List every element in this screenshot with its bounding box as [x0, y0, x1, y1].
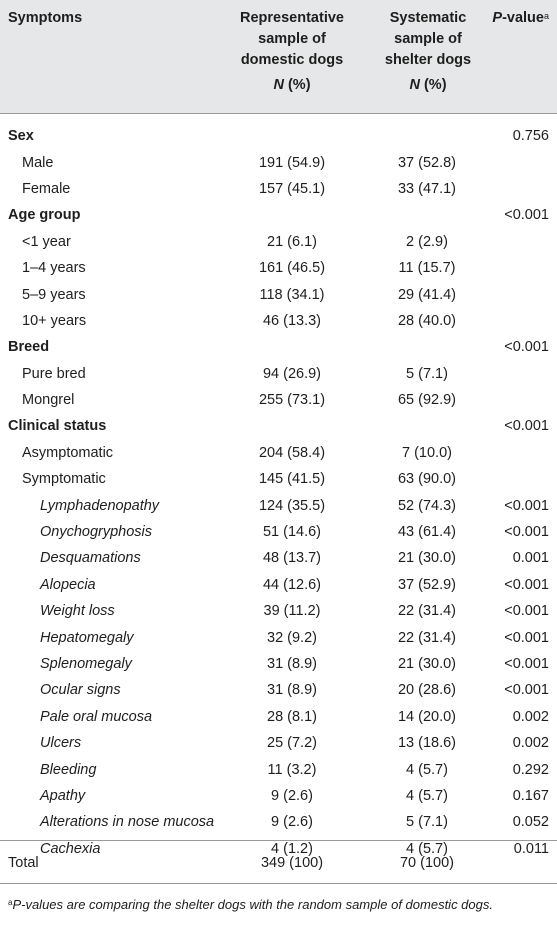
row-shelter: [362, 123, 492, 149]
row-shelter: 4 (5.7): [406, 840, 448, 857]
row-domestic: 48 (13.7): [262, 550, 322, 567]
row-p-value: [492, 149, 557, 175]
row-domestic: 25 (7.2): [267, 735, 317, 752]
row-label: Alterations in nose mucosa: [40, 814, 215, 831]
row-p-value: 0.756: [512, 128, 549, 145]
row-domestic: 4 (1.2): [271, 840, 313, 857]
table-header: [0, 0, 557, 113]
row-label: <1 year: [22, 233, 71, 250]
table-row: [0, 361, 557, 387]
row-p-value: [492, 466, 557, 492]
row-shelter: 21 (30.0): [397, 550, 457, 567]
row-p-value: 0.052: [512, 814, 549, 831]
footnote-text: -values are comparing the shelter dogs with the random sample of domestic dogs.: [21, 897, 493, 912]
row-domestic: 255 (73.1): [258, 392, 326, 409]
row-domestic: 118 (34.1): [259, 286, 325, 303]
row-p-value: [492, 255, 557, 281]
row-p-value: <0.001: [504, 339, 549, 356]
row-shelter: 63 (90.0): [397, 471, 457, 488]
table-row: [0, 677, 557, 703]
row-p-value: <0.001: [504, 497, 549, 514]
header-domestic-unit-rest: (%): [283, 77, 311, 93]
row-p-value: [492, 361, 557, 387]
row-domestic: 191 (54.9): [258, 154, 326, 171]
row-label: Ulcers: [40, 735, 82, 752]
row-p-value: <0.001: [504, 656, 549, 672]
row-p-value: [492, 308, 557, 334]
row-shelter: 65 (92.9): [397, 392, 457, 409]
row-shelter: [362, 413, 492, 439]
header-domestic: [222, 8, 362, 96]
row-p-value: [492, 229, 557, 255]
row-label: Symptomatic: [22, 471, 106, 488]
row-domestic: 9 (2.6): [271, 787, 313, 804]
table-row: [0, 704, 557, 730]
row-domestic: 204 (58.4): [258, 444, 326, 461]
row-domestic: 32 (9.2): [267, 629, 317, 646]
header-domestic-line1: Representative: [240, 10, 344, 26]
header-shelter-unit: [368, 75, 488, 96]
total-rule-top: [0, 840, 557, 841]
row-domestic: [222, 202, 362, 228]
row-shelter: 14 (20.0): [397, 708, 457, 725]
table-row: [0, 334, 557, 360]
row-p-value: 0.002: [512, 708, 549, 725]
row-domestic: 39 (11.2): [263, 603, 321, 620]
row-shelter: 13 (18.6): [397, 735, 457, 752]
table-row: [0, 440, 557, 466]
header-domestic-unit-n: N: [273, 77, 284, 93]
row-label: Desquamations: [40, 550, 141, 567]
row-p-value: 0.011: [513, 840, 549, 857]
total-label: Total: [8, 855, 39, 871]
row-domestic: [222, 123, 362, 149]
footnote: [8, 896, 553, 914]
row-label: Age group: [8, 207, 81, 224]
row-shelter: 28 (40.0): [397, 312, 457, 329]
row-label: Weight loss: [40, 603, 115, 620]
row-shelter: 37 (52.8): [397, 154, 457, 171]
data-table: [0, 123, 557, 862]
table-row: [0, 149, 557, 175]
header-domestic-line3: domestic dogs: [240, 52, 344, 68]
row-p-value: <0.001: [504, 576, 549, 593]
row-label: Bleeding: [40, 761, 97, 778]
header-shelter-line2: sample of: [394, 31, 462, 47]
row-label: Sex: [8, 128, 34, 145]
header-symptoms: Symptoms: [8, 10, 83, 26]
row-domestic: [222, 334, 362, 360]
row-label: Lymphadenopathy: [40, 497, 160, 514]
table-row: [0, 809, 557, 835]
table-row: [0, 519, 557, 545]
header-p-italic: P: [492, 10, 503, 26]
table-row: [0, 202, 557, 228]
row-shelter: [362, 334, 492, 360]
header-shelter-line1: Systematic: [389, 10, 467, 26]
row-domestic: 51 (14.6): [262, 524, 322, 541]
table-row: [0, 123, 557, 149]
table-row: [0, 229, 557, 255]
row-domestic: 31 (8.9): [267, 682, 317, 699]
row-domestic: 28 (8.1): [267, 708, 317, 725]
row-p-value: <0.001: [504, 629, 549, 646]
row-shelter: 5 (7.1): [406, 365, 448, 382]
row-label: Male: [22, 154, 54, 171]
row-shelter: 20 (28.6): [397, 682, 457, 699]
total-row: [0, 851, 557, 877]
table-row: [0, 387, 557, 413]
row-p-value: 0.001: [512, 550, 549, 567]
table-row: [0, 545, 557, 571]
table-row: [0, 492, 557, 518]
row-p-value: [492, 176, 557, 202]
row-label: Ocular signs: [40, 682, 121, 699]
row-domestic: 9 (2.6): [271, 814, 313, 831]
row-p-value: [492, 440, 557, 466]
row-label: Pale oral mucosa: [40, 708, 153, 725]
row-p-value: [492, 387, 557, 413]
header-p-value: [490, 8, 557, 29]
table-row: [0, 756, 557, 782]
table-row: [0, 572, 557, 598]
row-label: Asymptomatic: [22, 444, 114, 461]
row-shelter: 52 (74.3): [397, 497, 457, 514]
row-shelter: [362, 202, 492, 228]
row-label: 1–4 years: [22, 260, 86, 277]
row-shelter: 2 (2.9): [406, 233, 448, 250]
row-domestic: 94 (26.9): [262, 365, 322, 382]
row-p-value: <0.001: [504, 682, 549, 699]
row-domestic: 21 (6.1): [267, 233, 317, 250]
row-domestic: 161 (46.5): [258, 260, 326, 277]
table-row: [0, 624, 557, 650]
row-shelter: 22 (31.4): [397, 629, 457, 646]
row-domestic: 145 (41.5): [258, 471, 326, 488]
table-row: [0, 466, 557, 492]
row-shelter: 33 (47.1): [397, 180, 457, 197]
row-shelter: 7 (10.0): [402, 444, 452, 461]
header-shelter-line3: shelter dogs: [384, 52, 472, 68]
row-domestic: 157 (45.1): [258, 180, 326, 197]
row-label: Female: [22, 180, 71, 197]
row-p-value: <0.001: [504, 418, 549, 435]
header-shelter-unit-rest: (%): [419, 77, 447, 93]
row-label: Pure bred: [22, 365, 86, 382]
header-p-rest: -value: [502, 10, 544, 26]
header-rule: [0, 113, 557, 114]
row-domestic: [222, 413, 362, 439]
footnote-p: P: [12, 897, 22, 912]
row-domestic: 31 (8.9): [267, 656, 317, 672]
row-label: Mongrel: [22, 392, 75, 409]
row-label: Cachexia: [40, 840, 101, 857]
row-label: Clinical status: [8, 418, 107, 435]
table-row: [0, 730, 557, 756]
row-label: Alopecia: [40, 576, 96, 593]
row-label: Apathy: [40, 787, 86, 804]
row-shelter: 43 (61.4): [397, 524, 457, 541]
row-shelter: 37 (52.9): [397, 576, 457, 593]
header-p-sup: a: [543, 11, 549, 21]
footnote-sup: a: [8, 898, 13, 907]
row-domestic: 11 (3.2): [267, 761, 317, 778]
row-shelter: 4 (5.7): [406, 761, 448, 778]
row-label: 5–9 years: [22, 286, 86, 303]
table-row: [0, 255, 557, 281]
table-row: [0, 281, 557, 307]
table-row: [0, 308, 557, 334]
row-label: 10+ years: [22, 312, 87, 329]
table-body: [0, 123, 557, 862]
row-shelter: 29 (41.4): [397, 286, 457, 303]
total-domestic: 349 (100): [260, 855, 324, 871]
row-p-value: <0.001: [504, 207, 549, 224]
row-shelter: 4 (5.7): [406, 787, 448, 804]
table-row: [0, 176, 557, 202]
header-domestic-line2: sample of: [258, 31, 326, 47]
row-p-value: 0.292: [512, 761, 549, 778]
header-domestic-unit: [222, 75, 362, 96]
row-shelter: 11 (15.7): [398, 260, 456, 277]
row-shelter: 22 (31.4): [397, 603, 457, 620]
row-label: Breed: [8, 339, 50, 356]
table-row: [0, 413, 557, 439]
header-shelter-unit-n: N: [409, 77, 420, 93]
row-shelter: 5 (7.1): [406, 814, 448, 831]
row-shelter: 21 (30.0): [397, 656, 457, 672]
row-p-value: 0.002: [512, 735, 549, 752]
row-label: Hepatomegaly: [40, 629, 134, 646]
row-label: Onychogryphosis: [40, 524, 153, 541]
row-domestic: 124 (35.5): [258, 497, 326, 514]
row-domestic: 46 (13.3): [262, 312, 322, 329]
header-shelter: [368, 8, 488, 96]
row-label: Splenomegaly: [40, 656, 132, 672]
table-row: [0, 651, 557, 677]
total-shelter: 70 (100): [399, 855, 454, 871]
row-p-value: <0.001: [504, 603, 549, 620]
table-row: [0, 783, 557, 809]
row-p-value: [492, 281, 557, 307]
total-rule-bottom: [0, 883, 557, 884]
row-p-value: <0.001: [504, 524, 549, 541]
row-domestic: 44 (12.6): [262, 576, 322, 593]
table-row: [0, 598, 557, 624]
row-p-value: 0.167: [512, 787, 549, 804]
